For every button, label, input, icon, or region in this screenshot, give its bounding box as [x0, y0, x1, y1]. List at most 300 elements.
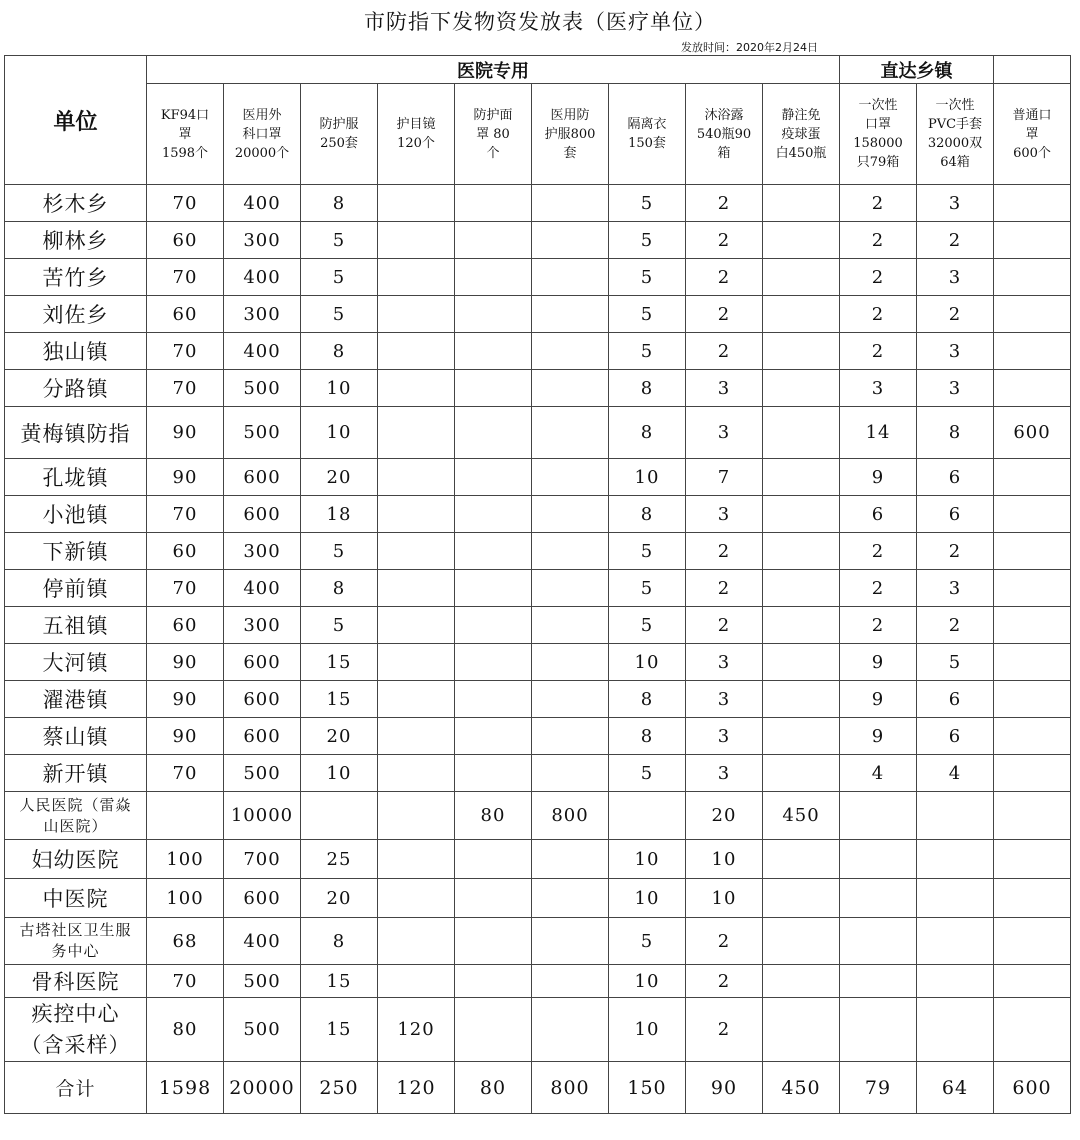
value-cell: [455, 755, 532, 792]
value-cell: [532, 879, 609, 918]
value-cell: 10: [609, 644, 686, 681]
value-cell: [532, 965, 609, 998]
total-value-cell: 79: [840, 1062, 917, 1114]
total-row: [5, 1062, 1071, 1114]
value-cell: 20: [686, 792, 763, 840]
value-cell: [994, 792, 1071, 840]
group-header-row: [5, 56, 1071, 84]
value-cell: [763, 755, 840, 792]
value-cell: 5: [301, 259, 378, 296]
value-cell: [378, 333, 455, 370]
value-cell: [455, 259, 532, 296]
value-cell: [532, 607, 609, 644]
total-value-cell: 450: [763, 1062, 840, 1114]
value-cell: [763, 965, 840, 998]
value-cell: 10: [301, 755, 378, 792]
value-cell: 2: [917, 533, 994, 570]
value-cell: [763, 644, 840, 681]
value-cell: [532, 840, 609, 879]
value-cell: [378, 879, 455, 918]
value-cell: [763, 570, 840, 607]
value-cell: 2: [686, 998, 763, 1062]
unit-name-cell: 新开镇: [5, 755, 147, 792]
value-cell: [378, 607, 455, 644]
value-cell: [917, 965, 994, 998]
value-cell: 6: [840, 496, 917, 533]
value-cell: 3: [917, 570, 994, 607]
value-cell: [378, 296, 455, 333]
value-cell: 20: [301, 879, 378, 918]
value-cell: 15: [301, 965, 378, 998]
unit-name-cell: 蔡山镇: [5, 718, 147, 755]
value-cell: [763, 879, 840, 918]
value-cell: [994, 879, 1071, 918]
value-cell: [532, 533, 609, 570]
value-cell: 2: [917, 222, 994, 259]
value-cell: [763, 185, 840, 222]
table-row: [5, 644, 1071, 681]
value-cell: 15: [301, 644, 378, 681]
value-cell: 2: [840, 259, 917, 296]
unit-name-cell: 柳林乡: [5, 222, 147, 259]
table-row: [5, 222, 1071, 259]
value-cell: 400: [224, 570, 301, 607]
value-cell: [378, 840, 455, 879]
value-cell: 5: [609, 333, 686, 370]
value-cell: [994, 755, 1071, 792]
value-cell: 3: [686, 755, 763, 792]
total-value-cell: 64: [917, 1062, 994, 1114]
table-row: [5, 718, 1071, 755]
value-cell: 600: [994, 407, 1071, 459]
value-cell: [378, 533, 455, 570]
unit-name-cell: 苦竹乡: [5, 259, 147, 296]
value-cell: [378, 370, 455, 407]
value-cell: 8: [609, 718, 686, 755]
table-row: [5, 496, 1071, 533]
value-cell: 10: [686, 879, 763, 918]
unit-name-cell: 下新镇: [5, 533, 147, 570]
value-cell: 8: [609, 407, 686, 459]
value-cell: 5: [301, 533, 378, 570]
value-cell: [455, 533, 532, 570]
value-cell: 100: [147, 879, 224, 918]
value-cell: 300: [224, 607, 301, 644]
unit-name-cell: 孔垅镇: [5, 459, 147, 496]
column-header: 沐浴露 540瓶90 箱: [686, 84, 763, 185]
unit-name-cell: 妇幼医院: [5, 840, 147, 879]
unit-name-cell: 停前镇: [5, 570, 147, 607]
value-cell: [532, 570, 609, 607]
table-row: [5, 681, 1071, 718]
value-cell: [994, 718, 1071, 755]
value-cell: 9: [840, 681, 917, 718]
value-cell: 2: [686, 918, 763, 965]
column-header: 隔离衣 150套: [609, 84, 686, 185]
value-cell: 70: [147, 333, 224, 370]
value-cell: 10: [609, 998, 686, 1062]
value-cell: 3: [917, 370, 994, 407]
column-header: 防护服 250套: [301, 84, 378, 185]
value-cell: 2: [686, 533, 763, 570]
value-cell: [532, 755, 609, 792]
value-cell: 2: [917, 296, 994, 333]
value-cell: 8: [609, 370, 686, 407]
value-cell: [532, 496, 609, 533]
value-cell: 4: [917, 755, 994, 792]
column-header: 一次性 PVC手套 32000双 64箱: [917, 84, 994, 185]
value-cell: 600: [224, 459, 301, 496]
value-cell: [378, 570, 455, 607]
total-value-cell: 120: [378, 1062, 455, 1114]
value-cell: [840, 792, 917, 840]
value-cell: 3: [686, 496, 763, 533]
total-value-cell: 150: [609, 1062, 686, 1114]
value-cell: 2: [840, 222, 917, 259]
value-cell: 500: [224, 407, 301, 459]
value-cell: 10: [609, 840, 686, 879]
unit-name-cell: 独山镇: [5, 333, 147, 370]
value-cell: 20: [301, 718, 378, 755]
value-cell: 3: [917, 259, 994, 296]
value-cell: [455, 370, 532, 407]
distribution-table: [4, 55, 1071, 1114]
value-cell: 68: [147, 918, 224, 965]
value-cell: 800: [532, 792, 609, 840]
value-cell: 2: [686, 185, 763, 222]
value-cell: 60: [147, 533, 224, 570]
value-cell: 300: [224, 296, 301, 333]
value-cell: [455, 918, 532, 965]
value-cell: 500: [224, 965, 301, 998]
unit-name-cell: 疾控中心 （含采样）: [5, 998, 147, 1062]
value-cell: 8: [917, 407, 994, 459]
value-cell: 5: [609, 259, 686, 296]
value-cell: [455, 459, 532, 496]
value-cell: 500: [224, 755, 301, 792]
value-cell: 2: [686, 222, 763, 259]
table-row: [5, 570, 1071, 607]
page-title: 市防指下发物资发放表（医疗单位）: [364, 10, 716, 34]
value-cell: 5: [917, 644, 994, 681]
value-cell: [147, 792, 224, 840]
value-cell: 2: [840, 185, 917, 222]
value-cell: 3: [686, 718, 763, 755]
value-cell: [532, 333, 609, 370]
value-cell: 8: [301, 570, 378, 607]
value-cell: [455, 644, 532, 681]
value-cell: [378, 222, 455, 259]
value-cell: 3: [686, 370, 763, 407]
unit-name-cell: 黄梅镇防指: [5, 407, 147, 459]
value-cell: [455, 607, 532, 644]
value-cell: [455, 965, 532, 998]
value-cell: [378, 681, 455, 718]
total-label: 合计: [5, 1062, 147, 1114]
value-cell: [455, 496, 532, 533]
value-cell: 70: [147, 370, 224, 407]
value-cell: [763, 607, 840, 644]
value-cell: 10000: [224, 792, 301, 840]
value-cell: [609, 792, 686, 840]
value-cell: 5: [609, 185, 686, 222]
value-cell: [532, 296, 609, 333]
value-cell: [840, 918, 917, 965]
value-cell: 70: [147, 965, 224, 998]
value-cell: 400: [224, 259, 301, 296]
column-header: 一次性 口罩 158000 只79箱: [840, 84, 917, 185]
unit-column-header: 单位: [5, 56, 147, 185]
value-cell: 5: [301, 222, 378, 259]
value-cell: [994, 840, 1071, 879]
value-cell: 500: [224, 998, 301, 1062]
table-body: [5, 56, 1071, 1114]
value-cell: [378, 644, 455, 681]
value-cell: 300: [224, 533, 301, 570]
column-header-row: [5, 84, 1071, 185]
value-cell: 8: [301, 918, 378, 965]
table-row: [5, 185, 1071, 222]
value-cell: 600: [224, 644, 301, 681]
value-cell: [763, 681, 840, 718]
value-cell: [994, 185, 1071, 222]
value-cell: 5: [609, 570, 686, 607]
value-cell: [378, 792, 455, 840]
table-row: [5, 792, 1071, 840]
value-cell: 60: [147, 296, 224, 333]
value-cell: [994, 222, 1071, 259]
value-cell: [378, 965, 455, 998]
value-cell: 10: [686, 840, 763, 879]
value-cell: 2: [840, 607, 917, 644]
value-cell: 80: [455, 792, 532, 840]
value-cell: 5: [609, 607, 686, 644]
value-cell: 400: [224, 333, 301, 370]
value-cell: [763, 459, 840, 496]
value-cell: [763, 533, 840, 570]
value-cell: 5: [609, 222, 686, 259]
table-row: [5, 370, 1071, 407]
value-cell: [994, 918, 1071, 965]
value-cell: 8: [609, 496, 686, 533]
value-cell: [532, 459, 609, 496]
value-cell: [840, 879, 917, 918]
total-value-cell: 1598: [147, 1062, 224, 1114]
value-cell: 70: [147, 496, 224, 533]
table-row: [5, 533, 1071, 570]
value-cell: 10: [609, 879, 686, 918]
total-value-cell: 250: [301, 1062, 378, 1114]
value-cell: 500: [224, 370, 301, 407]
value-cell: 60: [147, 607, 224, 644]
value-cell: [994, 259, 1071, 296]
total-value-cell: 20000: [224, 1062, 301, 1114]
unit-name-cell: 人民医院（雷焱 山医院）: [5, 792, 147, 840]
value-cell: 90: [147, 644, 224, 681]
table-row: [5, 333, 1071, 370]
value-cell: [455, 681, 532, 718]
value-cell: 10: [301, 370, 378, 407]
value-cell: [455, 570, 532, 607]
value-cell: 2: [917, 607, 994, 644]
value-cell: [763, 998, 840, 1062]
table-row: [5, 296, 1071, 333]
value-cell: 6: [917, 459, 994, 496]
hospital-group-header: 医院专用: [147, 56, 840, 84]
value-cell: 25: [301, 840, 378, 879]
value-cell: [840, 840, 917, 879]
value-cell: [994, 296, 1071, 333]
value-cell: [917, 840, 994, 879]
value-cell: 90: [147, 681, 224, 718]
value-cell: 2: [686, 965, 763, 998]
value-cell: [301, 792, 378, 840]
table-row: [5, 840, 1071, 879]
value-cell: 14: [840, 407, 917, 459]
value-cell: 600: [224, 681, 301, 718]
value-cell: [763, 496, 840, 533]
value-cell: 9: [840, 644, 917, 681]
value-cell: 100: [147, 840, 224, 879]
value-cell: [763, 718, 840, 755]
value-cell: [994, 681, 1071, 718]
total-value-cell: 80: [455, 1062, 532, 1114]
unit-name-cell: 杉木乡: [5, 185, 147, 222]
table-row: [5, 407, 1071, 459]
value-cell: [763, 259, 840, 296]
column-header: 医用防 护服800 套: [532, 84, 609, 185]
value-cell: 5: [301, 607, 378, 644]
value-cell: 3: [917, 185, 994, 222]
value-cell: 600: [224, 496, 301, 533]
value-cell: [532, 222, 609, 259]
value-cell: [840, 965, 917, 998]
value-cell: 400: [224, 918, 301, 965]
unit-name-cell: 五祖镇: [5, 607, 147, 644]
value-cell: 8: [301, 185, 378, 222]
empty-group-header: [994, 56, 1071, 84]
table-row: [5, 918, 1071, 965]
value-cell: 2: [840, 296, 917, 333]
value-cell: [532, 407, 609, 459]
value-cell: [994, 607, 1071, 644]
value-cell: [455, 185, 532, 222]
value-cell: 700: [224, 840, 301, 879]
value-cell: 10: [609, 965, 686, 998]
unit-name-cell: 小池镇: [5, 496, 147, 533]
value-cell: [763, 333, 840, 370]
value-cell: 60: [147, 222, 224, 259]
value-cell: 80: [147, 998, 224, 1062]
value-cell: [532, 998, 609, 1062]
value-cell: 6: [917, 718, 994, 755]
value-cell: 2: [840, 570, 917, 607]
value-cell: [994, 570, 1071, 607]
value-cell: 8: [301, 333, 378, 370]
value-cell: [378, 496, 455, 533]
column-header: 护目镜 120个: [378, 84, 455, 185]
value-cell: 15: [301, 681, 378, 718]
value-cell: 18: [301, 496, 378, 533]
value-cell: [994, 533, 1071, 570]
value-cell: 6: [917, 681, 994, 718]
table-row: [5, 459, 1071, 496]
value-cell: 600: [224, 879, 301, 918]
value-cell: [917, 918, 994, 965]
value-cell: 15: [301, 998, 378, 1062]
value-cell: 10: [301, 407, 378, 459]
value-cell: 3: [686, 644, 763, 681]
issue-date: 发放时间：2020年2月24日: [681, 41, 818, 54]
town-group-header: 直达乡镇: [840, 56, 994, 84]
value-cell: 2: [686, 607, 763, 644]
value-cell: 450: [763, 792, 840, 840]
value-cell: 6: [917, 496, 994, 533]
value-cell: 2: [840, 533, 917, 570]
value-cell: [994, 333, 1071, 370]
unit-name-cell: 大河镇: [5, 644, 147, 681]
value-cell: 20: [301, 459, 378, 496]
total-value-cell: 600: [994, 1062, 1071, 1114]
unit-name-cell: 刘佐乡: [5, 296, 147, 333]
value-cell: [994, 370, 1071, 407]
table-row: [5, 998, 1071, 1062]
total-value-cell: 90: [686, 1062, 763, 1114]
value-cell: 3: [686, 407, 763, 459]
value-cell: [532, 644, 609, 681]
table-row: [5, 607, 1071, 644]
total-value-cell: 800: [532, 1062, 609, 1114]
value-cell: [917, 879, 994, 918]
value-cell: [455, 718, 532, 755]
value-cell: [532, 681, 609, 718]
value-cell: 400: [224, 185, 301, 222]
value-cell: 5: [609, 533, 686, 570]
value-cell: 3: [686, 681, 763, 718]
unit-name-cell: 濯港镇: [5, 681, 147, 718]
value-cell: [532, 718, 609, 755]
value-cell: 5: [301, 296, 378, 333]
value-cell: 90: [147, 407, 224, 459]
value-cell: 3: [840, 370, 917, 407]
value-cell: [455, 222, 532, 259]
value-cell: [455, 879, 532, 918]
table-row: [5, 879, 1071, 918]
value-cell: 9: [840, 718, 917, 755]
value-cell: 90: [147, 459, 224, 496]
value-cell: 2: [686, 259, 763, 296]
value-cell: 600: [224, 718, 301, 755]
value-cell: [763, 370, 840, 407]
column-header: 普通口 罩 600个: [994, 84, 1071, 185]
value-cell: 4: [840, 755, 917, 792]
value-cell: [532, 370, 609, 407]
value-cell: 70: [147, 570, 224, 607]
unit-name-cell: 分路镇: [5, 370, 147, 407]
value-cell: [994, 496, 1071, 533]
value-cell: [378, 407, 455, 459]
value-cell: [455, 407, 532, 459]
value-cell: 70: [147, 185, 224, 222]
value-cell: [378, 918, 455, 965]
value-cell: [378, 755, 455, 792]
value-cell: [378, 718, 455, 755]
value-cell: 9: [840, 459, 917, 496]
value-cell: [763, 407, 840, 459]
value-cell: [532, 259, 609, 296]
table-row: [5, 259, 1071, 296]
unit-name-cell: 古塔社区卫生服 务中心: [5, 918, 147, 965]
